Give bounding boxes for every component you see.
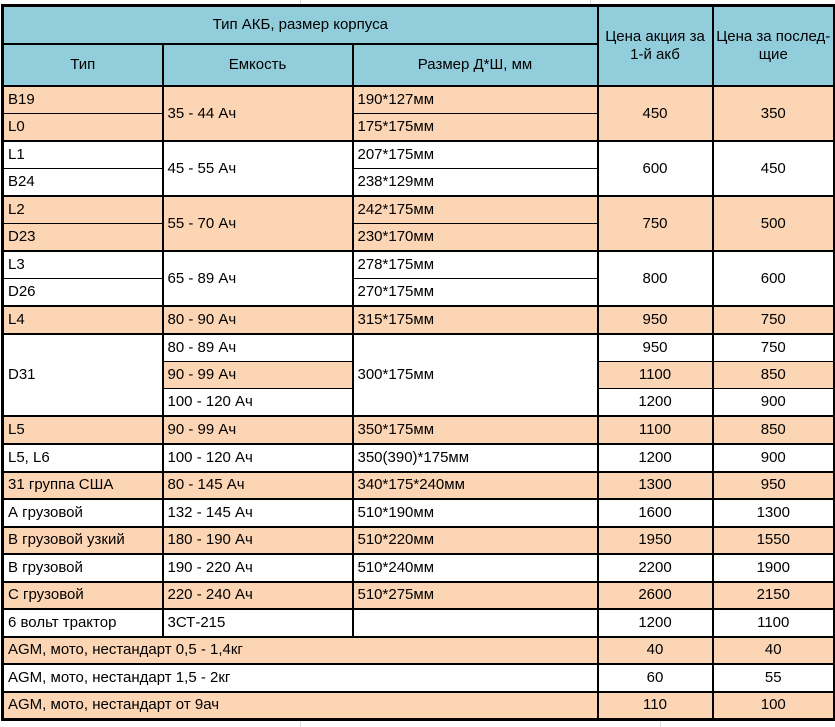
- cell-size: 510*275мм: [353, 582, 598, 610]
- cell-type: 31 группа США: [3, 472, 163, 500]
- cell-price-next: 350: [713, 86, 835, 141]
- cell-size: 175*175мм: [353, 114, 598, 142]
- cell-capacity: 190 - 220 Ач: [163, 554, 353, 582]
- cell-price-next: 500: [713, 196, 835, 251]
- cell-capacity: 100 - 120 Ач: [163, 444, 353, 472]
- cell-price-next: 750: [713, 334, 835, 362]
- cell-type: В грузовой: [3, 554, 163, 582]
- cell-size: 238*129мм: [353, 169, 598, 197]
- table-row: [3, 141, 835, 169]
- cell-size: 340*175*240мм: [353, 472, 598, 500]
- cell-capacity: 90 - 99 Ач: [163, 416, 353, 444]
- header-price-next: Цена за послед-щие: [713, 6, 835, 87]
- table-row: [3, 554, 835, 582]
- table-row: [3, 251, 835, 279]
- cell-price-next: 1550: [713, 527, 835, 555]
- cell-size: 190*127мм: [353, 86, 598, 114]
- cell-capacity: 90 - 99 Ач: [163, 361, 353, 389]
- cell-size: 300*175мм: [353, 334, 598, 417]
- cell-price-next: 40: [713, 637, 835, 665]
- cell-price-next: 450: [713, 141, 835, 196]
- table-row: [3, 692, 835, 720]
- header-group-title: Тип АКБ, размер корпуса: [3, 6, 598, 45]
- cell-label: AGM, мото, нестандарт от 9ач: [3, 692, 598, 720]
- cell-size: 270*175мм: [353, 279, 598, 307]
- cell-type: L1: [3, 141, 163, 169]
- col-header-capacity: Емкость: [163, 44, 353, 86]
- cell-capacity: 80 - 145 Ач: [163, 472, 353, 500]
- cell-price-first: 450: [598, 86, 713, 141]
- cell-price-first: 60: [598, 664, 713, 692]
- cell-price-first: 950: [598, 306, 713, 334]
- cell-price-next: 2150: [713, 582, 835, 610]
- cell-type: С грузовой: [3, 582, 163, 610]
- cell-capacity: 220 - 240 Ач: [163, 582, 353, 610]
- cell-price-next: 1300: [713, 499, 835, 527]
- cell-capacity: 55 - 70 Ач: [163, 196, 353, 251]
- table-row: [3, 444, 835, 472]
- cell-price-next: 55: [713, 664, 835, 692]
- cell-price-first: 1600: [598, 499, 713, 527]
- cell-price-first: 1200: [598, 444, 713, 472]
- cell-size: 350(390)*175мм: [353, 444, 598, 472]
- cell-capacity: 45 - 55 Ач: [163, 141, 353, 196]
- col-header-size: Размер Д*Ш, мм: [353, 44, 598, 86]
- cell-size: 242*175мм: [353, 196, 598, 224]
- battery-price-table: [1, 4, 835, 721]
- table-row: [3, 86, 835, 114]
- cell-price-first: 1200: [598, 389, 713, 417]
- cell-type: D31: [3, 334, 163, 417]
- table-row: [3, 416, 835, 444]
- cell-price-next: 850: [713, 416, 835, 444]
- cell-capacity: 80 - 90 Ач: [163, 306, 353, 334]
- cell-price-next: 850: [713, 361, 835, 389]
- cell-price-next: 100: [713, 692, 835, 720]
- table-row: [3, 637, 835, 665]
- cell-price-first: 600: [598, 141, 713, 196]
- table-row: [3, 196, 835, 224]
- cell-capacity: 100 - 120 Ач: [163, 389, 353, 417]
- cell-capacity: 35 - 44 Ач: [163, 86, 353, 141]
- table-row: [3, 306, 835, 334]
- cell-type: 6 вольт трактор: [3, 609, 163, 637]
- cell-type: L3: [3, 251, 163, 279]
- cell-price-next: 900: [713, 389, 835, 417]
- cell-size: 315*175мм: [353, 306, 598, 334]
- cell-size: [353, 609, 598, 637]
- cell-capacity: 180 - 190 Ач: [163, 527, 353, 555]
- gridline: [300, 721, 301, 727]
- cell-price-next: 600: [713, 251, 835, 306]
- cell-capacity: 80 - 89 Ач: [163, 334, 353, 362]
- cell-type: L5, L6: [3, 444, 163, 472]
- cell-price-first: 110: [598, 692, 713, 720]
- cell-price-next: 750: [713, 306, 835, 334]
- table-row: [3, 472, 835, 500]
- cell-capacity: 3СТ-215: [163, 609, 353, 637]
- table-row: [3, 582, 835, 610]
- cell-capacity: 65 - 89 Ач: [163, 251, 353, 306]
- gridline: [660, 721, 661, 727]
- cell-price-first: 2600: [598, 582, 713, 610]
- cell-size: 207*175мм: [353, 141, 598, 169]
- col-header-type: Тип: [3, 44, 163, 86]
- cell-type: L4: [3, 306, 163, 334]
- cell-size: 510*220мм: [353, 527, 598, 555]
- cell-price-next: 1900: [713, 554, 835, 582]
- cell-label: AGM, мото, нестандарт 1,5 - 2кг: [3, 664, 598, 692]
- cell-price-first: 1100: [598, 416, 713, 444]
- cell-price-first: 950: [598, 334, 713, 362]
- table-row: [3, 499, 835, 527]
- cell-size: 230*170мм: [353, 224, 598, 252]
- cell-capacity: 132 - 145 Ач: [163, 499, 353, 527]
- header-price-first: Цена акция за 1-й акб: [598, 6, 713, 87]
- cell-price-first: 1200: [598, 609, 713, 637]
- cell-type: D26: [3, 279, 163, 307]
- cell-price-first: 2200: [598, 554, 713, 582]
- cell-size: 278*175мм: [353, 251, 598, 279]
- cell-price-next: 1100: [713, 609, 835, 637]
- cell-type: L0: [3, 114, 163, 142]
- table-row: [3, 664, 835, 692]
- cell-size: 510*240мм: [353, 554, 598, 582]
- cell-type: А грузовой: [3, 499, 163, 527]
- cell-price-first: 750: [598, 196, 713, 251]
- table-row: [3, 334, 835, 362]
- table-row: [3, 609, 835, 637]
- cell-price-next: 950: [713, 472, 835, 500]
- header-row-1: [3, 6, 835, 45]
- cell-price-first: 800: [598, 251, 713, 306]
- cell-type: В грузовой узкий: [3, 527, 163, 555]
- cell-label: AGM, мото, нестандарт 0,5 - 1,4кг: [3, 637, 598, 665]
- partial-gridline-bottom: [0, 721, 835, 727]
- table-row: [3, 527, 835, 555]
- cell-price-next: 900: [713, 444, 835, 472]
- cell-type: D23: [3, 224, 163, 252]
- cell-type: B19: [3, 86, 163, 114]
- cell-type: B24: [3, 169, 163, 197]
- cell-price-first: 1100: [598, 361, 713, 389]
- cell-size: 510*190мм: [353, 499, 598, 527]
- cell-price-first: 1300: [598, 472, 713, 500]
- cell-type: L2: [3, 196, 163, 224]
- cell-size: 350*175мм: [353, 416, 598, 444]
- cell-price-first: 1950: [598, 527, 713, 555]
- cell-price-first: 40: [598, 637, 713, 665]
- cell-type: L5: [3, 416, 163, 444]
